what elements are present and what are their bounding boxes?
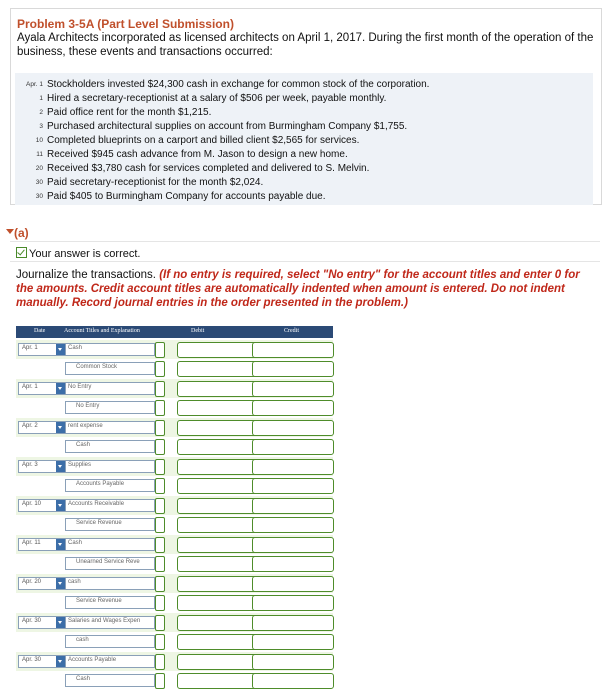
account-title-input[interactable] — [65, 382, 155, 395]
date-select[interactable] — [18, 577, 66, 590]
account-title-value: cash — [68, 579, 81, 585]
debit-check-frame — [177, 615, 259, 631]
account-title-input[interactable] — [65, 343, 155, 356]
credit-check-frame — [252, 517, 334, 533]
debit-check-frame — [177, 459, 259, 475]
problem-title: Problem 3-5A (Part Level Submission) — [17, 17, 234, 31]
transaction-desc: Completed blueprints on a carport and billed client $2,565 for services. — [47, 135, 360, 146]
account-title-value: Unearned Service Reve — [76, 559, 140, 565]
date-select[interactable] — [18, 538, 66, 551]
date-select-value: Apr. 3 — [22, 462, 38, 468]
header-debit: Debit — [191, 328, 205, 334]
credit-check-frame — [252, 459, 334, 475]
account-check-frame — [155, 537, 165, 553]
chevron-down-icon — [56, 344, 65, 355]
account-title-input[interactable] — [65, 518, 155, 531]
credit-check-frame — [252, 498, 334, 514]
chevron-down-icon — [56, 578, 65, 589]
account-check-frame — [155, 634, 165, 650]
account-check-frame — [155, 459, 165, 475]
part-label[interactable]: (a) — [14, 226, 29, 240]
instructions — [16, 268, 598, 310]
account-title-input[interactable] — [65, 460, 155, 473]
date-select-value: Apr. 1 — [22, 345, 38, 351]
account-title-input[interactable] — [65, 596, 155, 609]
account-title-input[interactable] — [65, 557, 155, 570]
journal-row — [16, 632, 333, 651]
transaction-desc: Paid $405 to Burmingham Company for accounts payable due. — [47, 191, 326, 202]
account-check-frame — [155, 595, 165, 611]
debit-check-frame — [177, 420, 259, 436]
transaction-date: 1 — [39, 95, 43, 102]
account-title-value: Common Stock — [76, 364, 118, 370]
account-title-value: cash — [76, 637, 89, 643]
credit-check-frame — [252, 576, 334, 592]
checkmark-icon — [16, 247, 27, 258]
journal-row — [16, 457, 333, 476]
journal-row — [16, 613, 333, 632]
debit-check-frame — [177, 537, 259, 553]
credit-check-frame — [252, 361, 334, 377]
chevron-down-icon — [56, 617, 65, 628]
credit-check-frame — [252, 615, 334, 631]
answer-status-text: Your answer is correct. — [29, 248, 141, 260]
debit-check-frame — [177, 400, 259, 416]
credit-check-frame — [252, 673, 334, 689]
debit-check-frame — [177, 381, 259, 397]
account-check-frame — [155, 615, 165, 631]
transaction-desc: Paid office rent for the month $1,215. — [47, 107, 212, 118]
journal-row — [16, 379, 333, 398]
transaction-desc: Received $3,780 cash for services completed and delivered to S. Melvin. — [47, 163, 370, 174]
account-title-value: Accounts Payable — [76, 481, 125, 487]
date-select-value: Apr. 1 — [22, 384, 38, 390]
credit-check-frame — [252, 439, 334, 455]
account-title-value: Salaries and Wages Expen — [68, 618, 141, 624]
account-check-frame — [155, 420, 165, 436]
account-title-input[interactable] — [65, 479, 155, 492]
transaction-desc: Stockholders invested $24,300 cash in exchange for common stock of the corporation. — [47, 79, 430, 90]
date-select[interactable] — [18, 382, 66, 395]
debit-check-frame — [177, 576, 259, 592]
collapse-triangle-icon[interactable] — [6, 229, 14, 234]
transaction-date: 20 — [35, 165, 43, 172]
account-check-frame — [155, 556, 165, 572]
account-title-value: Service Revenue — [76, 598, 122, 604]
journal-row — [16, 340, 333, 359]
journal-row — [16, 554, 333, 573]
journal-row — [16, 515, 333, 534]
date-select[interactable] — [18, 460, 66, 473]
account-title-value: Cash — [76, 676, 91, 682]
account-check-frame — [155, 673, 165, 689]
chevron-down-icon — [56, 383, 65, 394]
account-title-value: No Entry — [76, 403, 100, 409]
problem-box — [10, 8, 602, 205]
answer-status — [16, 246, 140, 260]
account-title-value: Accounts Payable — [68, 657, 117, 663]
account-check-frame — [155, 517, 165, 533]
transaction-desc: Hired a secretary-receptionist at a salary of $506 per week, payable monthly. — [47, 93, 387, 104]
credit-check-frame — [252, 654, 334, 670]
account-title-value: Cash — [68, 540, 83, 546]
date-select[interactable] — [18, 343, 66, 356]
date-select-value: Apr. 11 — [22, 540, 41, 546]
date-select[interactable] — [18, 499, 66, 512]
account-check-frame — [155, 439, 165, 455]
credit-check-frame — [252, 537, 334, 553]
credit-check-frame — [252, 400, 334, 416]
account-title-value: Accounts Receivable — [68, 501, 125, 507]
account-check-frame — [155, 576, 165, 592]
journal-row — [16, 496, 333, 515]
transaction-date: 3 — [39, 123, 43, 130]
journal-row — [16, 652, 333, 671]
journal-row — [16, 535, 333, 554]
chevron-down-icon — [56, 461, 65, 472]
transaction-date: 2 — [39, 109, 43, 116]
transaction-date: 30 — [35, 179, 43, 186]
credit-check-frame — [252, 342, 334, 358]
account-title-input[interactable] — [65, 577, 155, 590]
account-title-input[interactable] — [65, 655, 155, 668]
debit-check-frame — [177, 634, 259, 650]
account-title-input[interactable] — [65, 499, 155, 512]
journal-row — [16, 476, 333, 495]
date-select-value: Apr. 30 — [22, 618, 42, 624]
credit-check-frame — [252, 420, 334, 436]
account-title-input[interactable] — [65, 674, 155, 687]
debit-check-frame — [177, 517, 259, 533]
debit-check-frame — [177, 595, 259, 611]
transaction-desc: Purchased architectural supplies on account from Burmingham Company $1,755. — [47, 121, 408, 132]
debit-check-frame — [177, 342, 259, 358]
transaction-date: 30 — [35, 193, 43, 200]
chevron-down-icon — [56, 656, 65, 667]
transactions-list — [15, 73, 593, 205]
account-title-input[interactable] — [65, 362, 155, 375]
account-title-value: rent expense — [68, 423, 103, 429]
divider — [10, 241, 600, 242]
account-title-input[interactable] — [65, 538, 155, 551]
date-select-value: Apr. 10 — [22, 501, 42, 507]
journal-row — [16, 418, 333, 437]
header-credit: Credit — [284, 328, 299, 334]
date-select[interactable] — [18, 655, 66, 668]
credit-check-frame — [252, 478, 334, 494]
journal-row — [16, 398, 333, 417]
account-title-input[interactable] — [65, 401, 155, 414]
header-account: Account Titles and Explanation — [64, 328, 140, 334]
credit-check-frame — [252, 381, 334, 397]
transaction-date: 10 — [35, 137, 43, 144]
debit-check-frame — [177, 498, 259, 514]
date-select-value: Apr. 2 — [22, 423, 38, 429]
chevron-down-icon — [56, 539, 65, 550]
account-check-frame — [155, 498, 165, 514]
date-select-value: Apr. 20 — [22, 579, 42, 585]
journal-header — [16, 326, 333, 338]
transaction-desc: Received $945 cash advance from M. Jason to design a new home. — [47, 149, 348, 160]
account-title-value: Service Revenue — [76, 520, 122, 526]
journal-row — [16, 593, 333, 612]
account-title-input[interactable] — [65, 440, 155, 453]
chevron-down-icon — [56, 500, 65, 511]
chevron-down-icon — [56, 422, 65, 433]
instructions-bold: (If no entry is required, select "No entry" for the account titles and enter 0 for the amounts. Credit account titles are automatically indented when amount is entered. Do not indent manually. Record journal entries in the order presented in the problem.) — [16, 269, 580, 309]
account-title-input[interactable] — [65, 616, 155, 629]
account-check-frame — [155, 381, 165, 397]
account-title-value: Cash — [68, 345, 83, 351]
debit-check-frame — [177, 654, 259, 670]
problem-text: Ayala Architects incorporated as licensed architects on April 1, 2017. During the first month of the operation of the business, these events and transactions occurred: — [17, 32, 594, 58]
debit-check-frame — [177, 361, 259, 377]
account-title-value: Supplies — [68, 462, 92, 468]
divider — [10, 261, 600, 262]
date-select[interactable] — [18, 616, 66, 629]
transaction-desc: Paid secretary-receptionist for the month $2,024. — [47, 177, 264, 188]
debit-check-frame — [177, 556, 259, 572]
transaction-date: Apr. 1 — [26, 81, 43, 88]
journal-row — [16, 671, 333, 690]
header-date: Date — [34, 328, 46, 334]
journal-row — [16, 574, 333, 593]
account-check-frame — [155, 478, 165, 494]
credit-check-frame — [252, 634, 334, 650]
account-check-frame — [155, 342, 165, 358]
account-title-input[interactable] — [65, 421, 155, 434]
account-check-frame — [155, 400, 165, 416]
date-select[interactable] — [18, 421, 66, 434]
account-check-frame — [155, 361, 165, 377]
date-select-value: Apr. 30 — [22, 657, 42, 663]
debit-check-frame — [177, 478, 259, 494]
credit-check-frame — [252, 595, 334, 611]
account-title-input[interactable] — [65, 635, 155, 648]
transaction-date: 11 — [36, 151, 43, 158]
debit-check-frame — [177, 439, 259, 455]
debit-check-frame — [177, 673, 259, 689]
journal-row — [16, 359, 333, 378]
credit-check-frame — [252, 556, 334, 572]
account-check-frame — [155, 654, 165, 670]
account-title-value: Cash — [76, 442, 91, 448]
account-title-value: No Entry — [68, 384, 92, 390]
instructions-lead: Journalize the transactions. — [16, 269, 160, 281]
journal-row — [16, 437, 333, 456]
